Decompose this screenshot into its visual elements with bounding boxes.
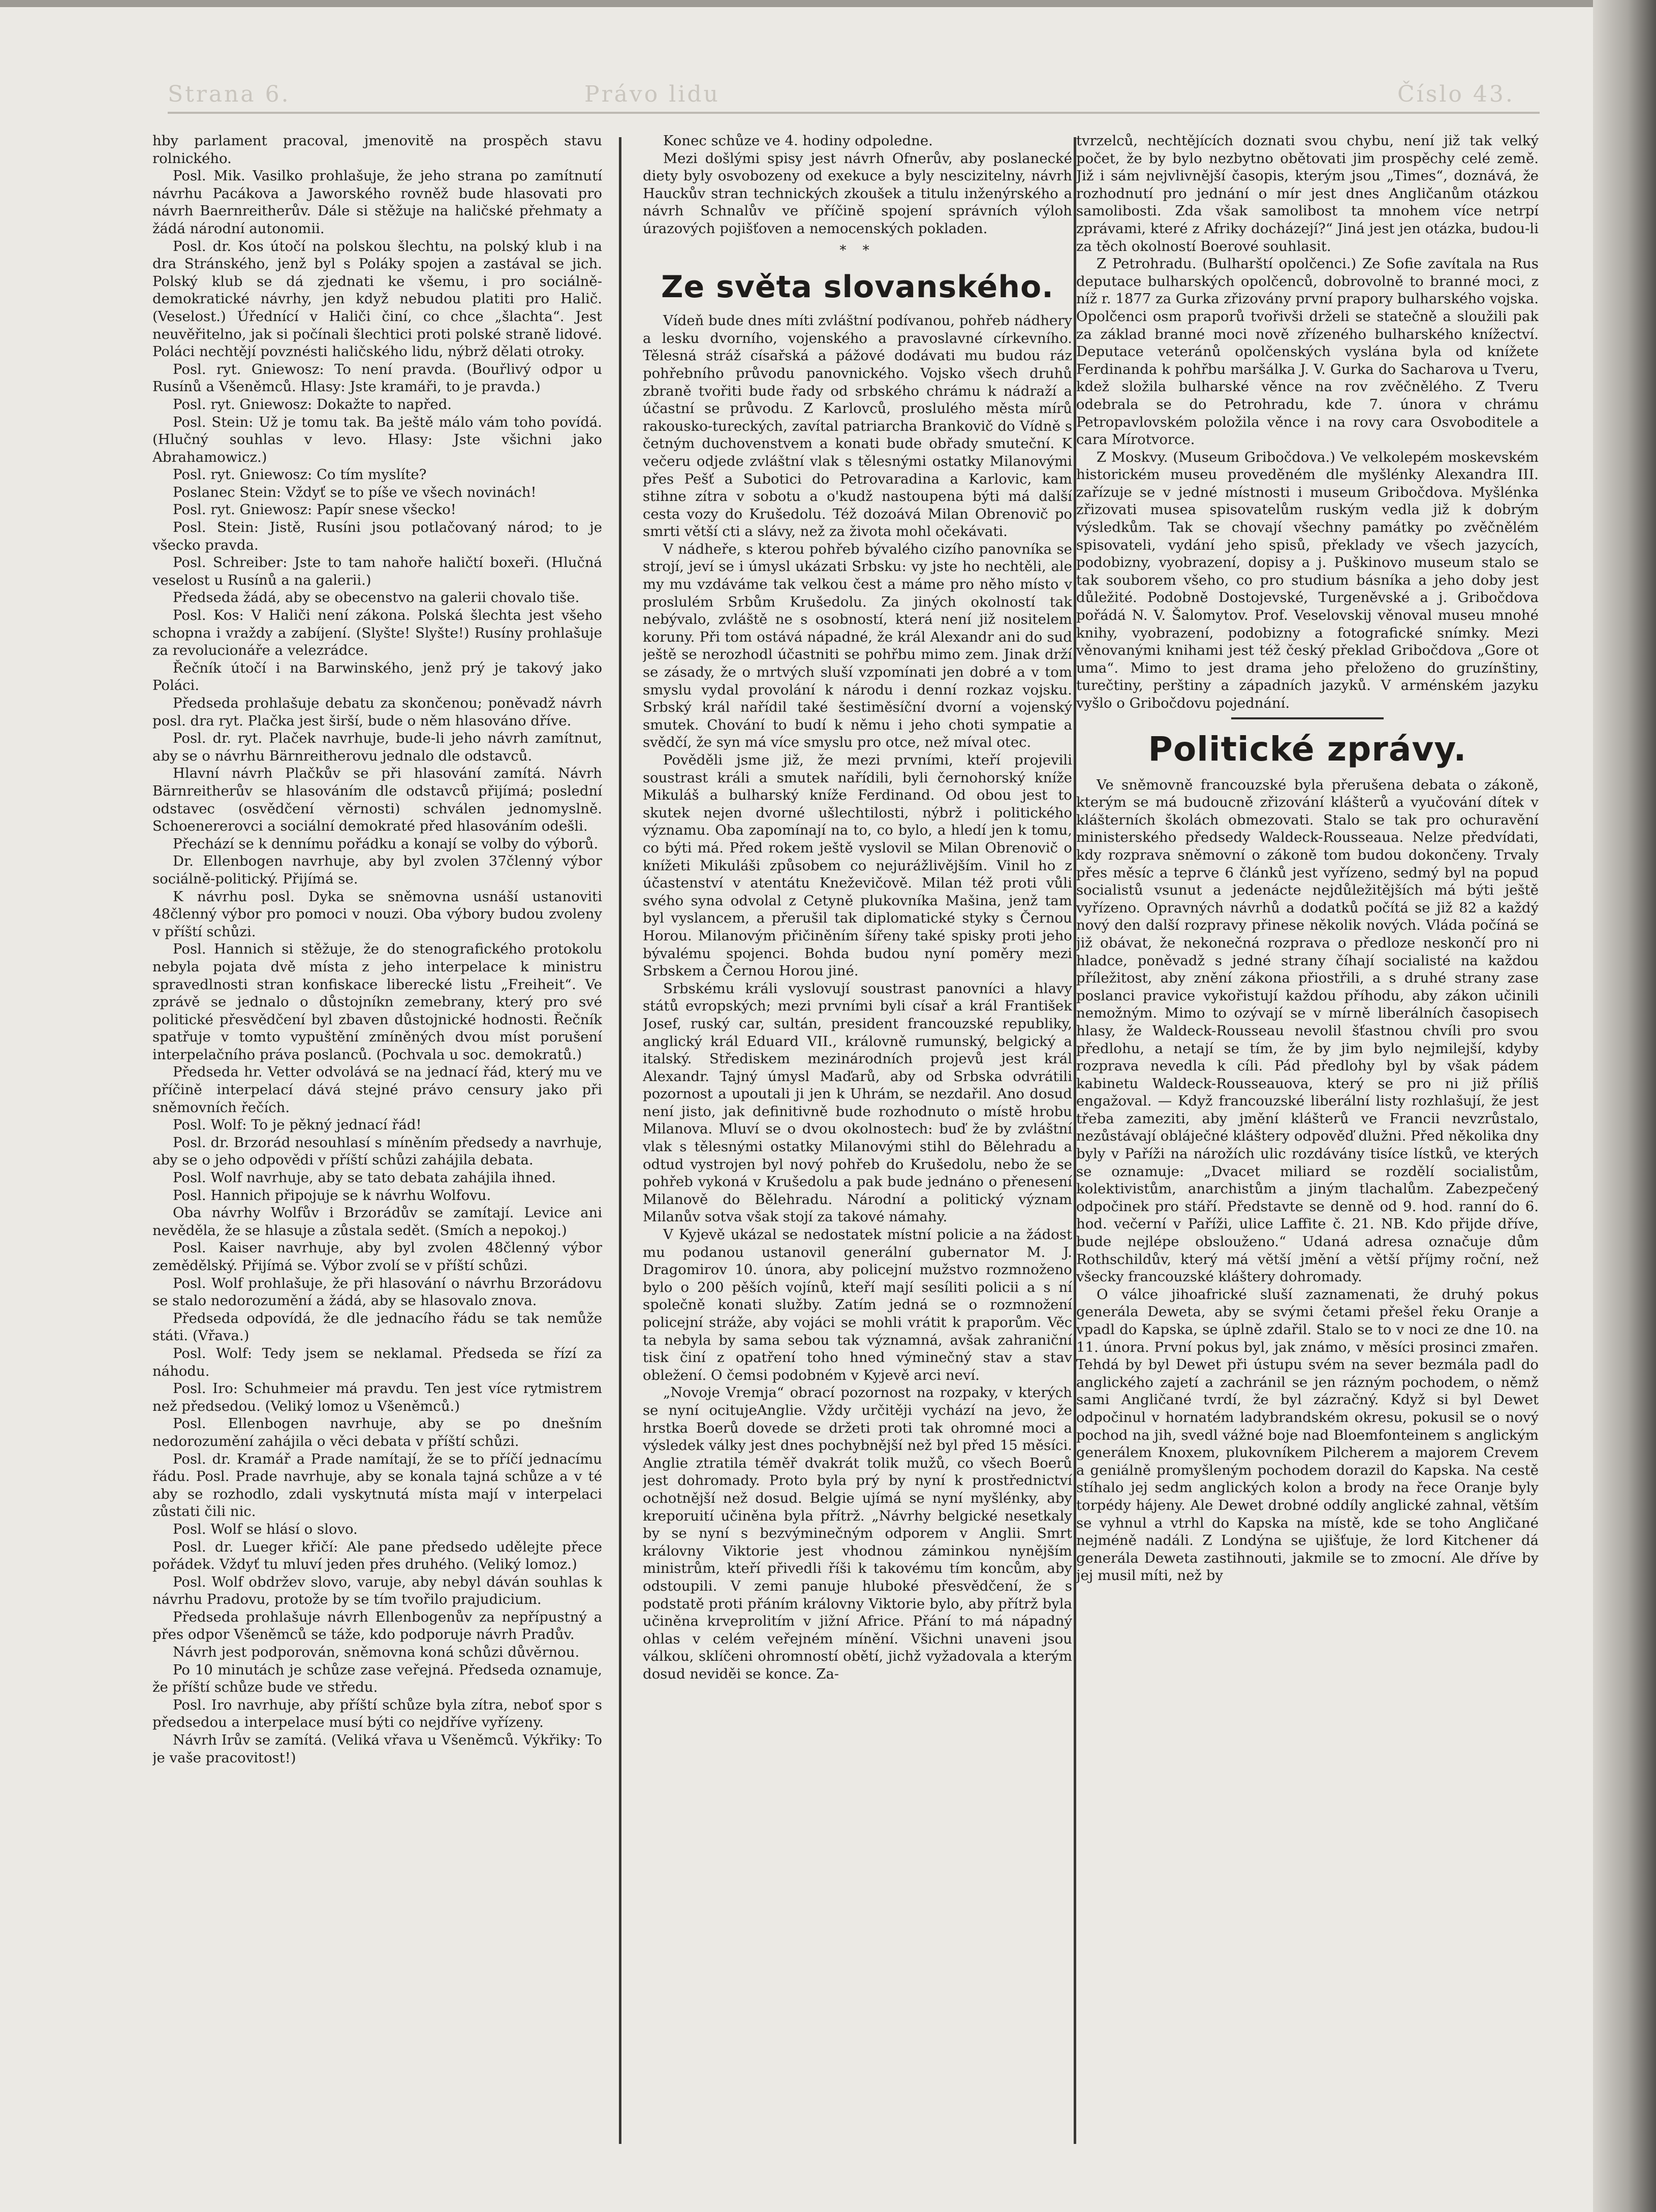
parliament-report-paragraph: Posl. Wolf obdržev slovo, varuje, aby nebyl dáván souhlas k návrhu Pradovu, protože by se tím tvořilo prajudicium. <box>152 1573 602 1608</box>
parliament-report-paragraph: Posl. Stein: Jistě, Rusíni jsou potlačovaný národ; to je všecko pravda. <box>152 519 602 553</box>
parliament-report-paragraph: Posl. Wolf: Tedy jsem se neklamal. Předseda se řízí za náhodu. <box>152 1345 602 1379</box>
parliament-report-paragraph: Posl. Schreiber: Jste to tam nahoře haličtí boxeři. (Hlučná veselost u Rusínů a na galerii.) <box>152 554 602 588</box>
parliament-report-paragraph: Oba návrhy Wolfův i Brzorádův se zamítají. Levice ani nevěděla, že se hlasuje a zůstala sedět. (Smích a nepokoj.) <box>152 1205 602 1239</box>
parliament-report-paragraph: Předseda hr. Vetter odvolává se na jednací řád, který mu ve příčině interpelací dává stejné právo censury jako při sněmovních řečích. <box>152 1064 602 1116</box>
slavic-world-paragraph: V nádheře, s kterou pohřeb bývalého cizího panovníka se strojí, jeví se i úmysl ukázati Srbsku: vy jste ho nechtěli, ale my mu vzdáváme tak velkou čest a máme pro něho místo v proslulém Srbům Krušedolu. Za jiných okolností tak nebývalo, zvláště ne s osobností, která není již nositelem koruny. Při tom ostává nápadné, že král Alexandr ani do sud ještě se nerozhodl účastniti se pohřbu mimo zem. Jinak drží se zásady, že o mrtvých sluší vzpomínati jen dobré a v tom smyslu vydal provolání k národu i denní rozkaz vojsku. Srbský král nařídil také šestiměsíční dvorní a vojenský smutek. Chování to budí k němu i jeho choti sympatie a svědčí, že syn má více smyslu pro otce, než míval otec. <box>643 541 1072 751</box>
parliament-report-paragraph: Posl. dr. ryt. Plaček navrhuje, bude-li jeho návrh zamítnut, aby se o návrhu Bärnreitherovu jednalo dle odstavců. <box>152 730 602 764</box>
parliament-report-paragraph: Posl. ryt. Gniewosz: To není pravda. (Bouřlivý odpor u Rusínů a Všeněmců. Hlasy: Jste kramáři, to je pravda.) <box>152 361 602 395</box>
parliament-report-paragraph: hby parlament pracoval, jmenovitě na prospěch stavu rolnického. <box>152 133 602 167</box>
parliament-report-paragraph: Posl. dr. Brzorád nesouhlasí s míněním předsedy a navrhuje, aby se o jeho odpovědi v příští schůzi zahájila debata. <box>152 1134 602 1168</box>
parliament-report-paragraph: Posl. Iro navrhuje, aby příští schůze byla zítra, neboť spor s předsedou a interpelace musí býti co nejdříve vyřízeny. <box>152 1696 602 1731</box>
parliament-report-paragraph: Posl. Hannich si stěžuje, že do stenografického protokolu nebyla pojata dvě místa z jeho interpelace k ministru spravedlnosti stran konfiskace liberecké listu „Freiheit“. Ve zprávě se jednalo o důstojníkn zemebrany, který pro své politické přesvědčení byl zbaven důstojnické hodnosti. Řečník spatřuje v tomto vypuštění zmíněných dvou míst porušení interpelačního práva poslanců. (Pochvala u soc. demokratů.) <box>152 941 602 1063</box>
parliament-report-paragraph: Dr. Ellenbogen navrhuje, aby byl zvolen 37členný výbor sociálně-politický. Přijímá se. <box>152 853 602 887</box>
parliament-report-paragraph: Návrh jest podporován, sněmovna koná schůzi důvěrnou. <box>173 1644 580 1661</box>
parliament-report-paragraph: Předseda žádá, aby se obecenstvo na galerii chovalo tiše. <box>173 589 580 606</box>
section-slavic-world-body <box>643 312 1072 1683</box>
parliament-closing-paragraph: Konec schůze ve 4. hodiny odpoledne. <box>663 133 933 149</box>
parliament-report-paragraph: Řečník útočí i na Barwinského, jenž prý je takový jako Poláci. <box>152 659 602 694</box>
parliament-report-paragraph: Posl. Wolf navrhuje, aby se tato debata zahájila ihned. <box>173 1170 556 1186</box>
parliament-report-paragraph: Posl. Kaiser navrhuje, aby byl zvolen 48členný výbor zemědělský. Přijímá se. Výbor zvolí se v příští schůzi. <box>152 1240 602 1274</box>
parliament-report-paragraph: Posl. Iro: Schuhmeier má pravdu. Ten jest více rytmistrem než předsedou. (Veliký lomoz u Všeněmců.) <box>152 1380 602 1414</box>
parliament-report-paragraph: Předseda prohlašuje debatu za skončenou; poněvadž návrh posl. dra ryt. Plačka jest širší, bude o něm hlasováno dříve. <box>152 695 602 729</box>
parliament-report-paragraph: K návrhu posl. Dyka se sněmovna usnáší ustanoviti 48členný výbor pro pomoci v nouzi. Oba výbory budou zvoleny v příští schůzi. <box>152 888 602 940</box>
political-news-paragraph: O válce jihoafrické sluší zaznamenati, že druhý pokus generála Deweta, aby se svými četami přešel řeku Oranje a vpadl do Kapska, se úplně zdařil. Stalo se to v noci ze dne 10. na 11. února. První pokus byl, jak známo, v měsíci prosinci zmařen. Tehdá by byl Dewet při ústupu svém na sever bezmála padl do anglického zajetí a zachránil se jen rázným pochodem, o němž sami Angličané tvrdí, že byl zázračný. Když si byl Dewet odpočinul v hornatém ladybrandském okresu, pokusil se o nový pochod na jih, svedl vážné boje nad Bloemfonteinem s anglickým generálem Knoxem, plukovníkem Pilcherem a majorem Crevem a geniálně promyšleným pochodem dorazil do Kapska. Na cestě stíhalo jej sedm anglických kolon a brody na řece Oranje byly torpédy hájeny. Ale Dewet drobné oddíly anglické zahnal, větším se vyhnul a vtrhl do Kapska na místě, kde se toho Angličané nejméně nadáli. Z Londýna se ujišťuje, že lord Kitchener dá generála Deweta zastihnouti, jakmile se to zmocní. Ale dříve by jej musil míti, než by <box>1076 1286 1539 1584</box>
ghost-page-number: Strana 6. <box>168 81 291 107</box>
separator-asterisks: * * <box>839 242 876 258</box>
column-2 <box>643 132 1072 2154</box>
slavic-world-paragraph: tvrzelců, nechtějících doznati svou chybu, není již tak velký počet, že by bylo nezbytno obětovati jim prospěchy celé země. Již i sám nejvlivnější časopis, kterým jsou „Times“, doznává, že rozhodnutí pro jednání o mír jest dnes Angličanům otázkou samolibosti. Zda však samolibost ta mnohem více netrpí zprávami, které z Afriky docházejí?“ Jiná jest jen otázka, budou-li za těch okolností Boerové souhlasit. <box>1076 133 1539 255</box>
parliament-closing-paragraph: Mezi došlými spisy jest návrh Ofnerův, aby poslanecké diety byly osvobozeny od exekuce a byly nescizitelny, návrh Hauckův stran technických zkoušek a titulu inženýrského a návrh Schnalův ve příčině spojení správních výloh úrazových pojišťoven a nemocenských pokladen. <box>643 150 1072 237</box>
section-title-slavic-world: Ze světa slovanského. <box>661 269 1054 305</box>
parliament-report-paragraph: Posl. ryt. Gniewosz: Dokažte to napřed. <box>173 396 452 413</box>
parliament-report-paragraph: Předseda prohlašuje návrh Ellenbogenův za nepřípustný a přes odpor Všeněmců se táže, kdo podporuje návrh Pradův. <box>152 1608 602 1643</box>
parliament-report-paragraph: Posl. Kos: V Haliči není zákona. Polská šlechta jest všeho schopna i vraždy a zabíjení. (Slyšte! Slyšte!) Rusíny prohlašuje za revolucionáře a velezrádce. <box>152 607 602 659</box>
parliament-report-paragraph: Návrh Irův se zamítá. (Veliká vřava u Všeněmců. Výkřiky: To je vaše pracovitost!) <box>152 1732 602 1766</box>
slavic-world-paragraph: Z Moskvy. (Museum Gribočdova.) Ve velkolepém moskevském historickém museu proveděném dle myšlénky Alexandra III. zařízuje se v jedné místnosti i museum Gribočdova. Myšlénka zřizovati musea spisovatelům ruským vedla již k dobrým výsledkům. Tak se chovají všechny památky po zvěčnělém spisovateli, vydání jeho spisů, překlady ve všech jazycích, podobizny, vyobrazení, dopisy a j. Puškinovo museum stalo se tak souborem všeho, co pro studium básníka a jeho doby jest důležité. Podobně Dostojevské, Turgeněvské a j. Gribočdova pořádá N. V. Šalomytov. Prof. Veselovskij věnoval museu mnohé knihy, vyobrazení, podobizny a fotografické snímky. Mezi věnovanými knihami jest též český překlad Gribočdova „Gore ot uma“. Mimo to jest drama jeho přeloženo do gruzínštiny, turečtiny, perštiny a západních jazyků. V arménském jazyku vyšlo o Gribočdovu pojednání. <box>1076 449 1539 711</box>
column-rule-1 <box>619 137 621 2144</box>
parliament-report-paragraph: Předseda odpovídá, že dle jednacího řádu se tak nemůže státi. (Vřava.) <box>152 1310 602 1344</box>
parliament-report-paragraph: Posl. Wolf se hlásí o slovo. <box>173 1521 358 1537</box>
slavic-world-paragraph: Srbskému králi vyslovují soustrast panovníci a hlavy států evropských; mezi prvními byli císař a král František Josef, ruský car, sultán, president francouzské republiky, anglický král Eduard VII., královně rumunský, belgický a italský. Střediskem mezinárodních projevů jest král Alexandr. Tajný úmysl Maďarů, aby od Srbska odvrátili pozornost a upoutali ji jen k Uhrám, se nezdařil. Ano dosud není jisto, jak definitivně bude rozhodnuto o místě hrobu Milanova. Mluví se o dvou okolnostech: buď že by zvláštní vlak s tělesnými ostatky Milanovými stihl do Bělehradu a odtud vystrojen byl nový pohřeb do Krušedolu, nebo že se pohřeb vykoná v Krušedolu a pak bude jednáno o přenesení Milanově do Bělehradu. Národní a politický význam Milanův sotva však stojí za takové námahy. <box>643 980 1072 1225</box>
section-title-political-news: Politické zprávy. <box>1148 729 1467 769</box>
parliament-report-paragraph: Posl. dr. Kramář a Prade namítají, že se to příčí jednacímu řádu. Posl. Prade navrhuje, aby se konala tajná schůze a v té aby se rozhodlo, zdali vyskytnutá místa mají v interpelaci zůstati čili nic. <box>152 1450 602 1520</box>
parliament-closing-notes <box>643 132 1072 238</box>
column-3 <box>1076 132 1539 2154</box>
parliament-report-paragraph: Posl. Hannich připojuje se k návrhu Wolfovu. <box>173 1187 491 1204</box>
slavic-world-paragraph: Vídeň bude dnes míti zvláštní podívanou, pohřeb nádhery a lesku dvorního, vojenského a pravoslavné církevního. Tělesná stráž císařská a pážové dodávati mu budou ráz pohřebního průvodu panovnického. Vojsko všech druhů zbraně tvořiti bude řady od srbského chrámu k nádraží a účastní se průvodu. Z Karlovců, proslulého města mírů rakousko-tureckých, zavítal patriarcha Brankovič do Vídně s četným duchovenstvem a konati bude obřady smuteční. K večeru odjede zvláštní vlak s tělesnými ostatky Milanovými přes Pešť a Subotici do Petrovaradina a Karlovic, kam stihne zítra v sobotu a o'kudž nastoupena býti má další cesta vozy do Krušedolu. Též dozoává Milan Obrenovič po smrti větší cti a slávy, než za života mohl očekávati. <box>643 312 1072 540</box>
ghost-issue-number: Číslo 43. <box>1397 81 1515 107</box>
parliament-report-paragraph: Hlavní návrh Plačkův se při hlasování zamítá. Návrh Bärnreitherův se hlasováním dle odstavců přijímá; poslední odstavec (osvědčení věrnosti) schválen jednomyslně. Schoenererovci a sociální demokraté před hlasováním odešli. <box>152 765 602 835</box>
parliament-report-paragraph: Posl. Wolf prohlašuje, že při hlasování o návrhu Brzorádovu se stalo nedorozumění a žádá, aby se hlasovalo znova. <box>152 1275 602 1309</box>
slavic-world-paragraph: V Kyjevě ukázal se nedostatek místní policie a na žádost mu podanou ustanovil generální gubernator M. J. Dragomirov 10. února, aby policejní mužstvo rozmnoženo bylo o 200 pěších vojínů, kteří mají sesíliti policii a s ní společně konati služby. Zatím jedná se o rozmnožení policejní stráže, aby vojáci se mohli vrátit k praporům. Věc ta nebyla by sama sebou tak významná, avšak zahraniční tisk činí z opatření toho hned výminečný stav a stav obležení. O čemsi podobném v Kyjevě arci neví. <box>643 1226 1072 1383</box>
parliament-report-paragraph: Přechází se k dennímu pořádku a konají se volby do výborů. <box>173 835 599 852</box>
parliament-report-paragraph: Posl. ryt. Gniewosz: Co tím myslíte? <box>173 466 427 483</box>
column-1 <box>152 132 602 2154</box>
parliament-report-paragraph: Posl. ryt. Gniewosz: Papír snese všecko! <box>173 501 456 518</box>
slavic-world-paragraph: „Novoje Vremja“ obrací pozornost na rozpaky, v kterých se nyní ocitujeAnglie. Vždy určitěji vychází na jevo, že hrstka Boerů dovede se držeti proti tak ohromné moci a výsledek války jest dnes pochybnější než byl před 15 měsíci. Anglie ztratila téměř dvakrát tolik mužů, co všech Boerů jest dohromady. Proto byla prý by nyní k prostřednictví ochotnější než dosud. Belgie ujímá se nyní myšlénky, aby kreporuití učiněna byla přítrž. „Návrhy belgické nesetkaly by se nyní s bezvýminečným odporem v Anglii. Smrt královny Viktorie jest vhodnou záminkou nynějším ministrům, kteří přivedli říši k takovému tím koncům, aby odstoupili. V zemi panuje hluboké přesvědčení, že s podstatě proti přáním královny Viktorie bylo, aby přítrž byla učiněna krveprolitím v jižní Africe. Přání to má nápadný ohlas v celém veřejném mínění. Všichni unaveni jsou válkou, sklíčeni ohromností obětí, jichž vyžadovala a kterým dosud neviděi se konce. Za- <box>643 1384 1072 1682</box>
faded-running-head <box>168 71 1540 114</box>
section-political-news-body <box>1076 776 1539 1585</box>
section-divider <box>1231 717 1384 719</box>
parliament-report-paragraph: Poslanec Stein: Vždyť se to píše ve všech novinách! <box>173 484 537 500</box>
parliament-report-paragraph: Po 10 minutách je schůze zase veřejná. Předseda oznamuje, že příští schůze bude ve středu. <box>152 1661 602 1696</box>
parliament-report-paragraph: Posl. dr. Lueger křičí: Ale pane předsedo udělejte přece pořádek. Vždyť tu mluví jeden přes druhého. (Veliký lomoz.) <box>152 1538 602 1573</box>
slavic-world-paragraph: Z Petrohradu. (Bulharští opolčenci.) Ze Sofie zavítala na Rus deputace bulharských opolčenců, dobrovolně to branné moci, z níž r. 1877 za Gurka zřizovány první prapory bulharského vojska. Opolčenci osm praporů tvořivši drželi se statečně a sloužili pak za základ branné moci nově zřízeného bulharského knížectví. Deputace veteránů opolčenských vyslána byla od knížete Ferdinanda k pohřbu maršálka J. V. Gurka do Sacharova u Tveru, kdež složila bulharské věnce na rov zvěčnělého. Z Tveru odebrala se do Petrohradu, kde 7. února v chrámu Petropavlovském položila věnce i na rovy cara Osvoboditele a cara Mírotvorce. <box>1076 256 1539 448</box>
parliament-report-paragraph: Posl. Stein: Už je tomu tak. Ba ještě málo vám toho povídá. (Hlučný souhlas v levo. Hlasy: Jste všichni jako Abrahamowicz.) <box>152 414 602 465</box>
ghost-page-title: Právo lidu <box>584 81 720 107</box>
top-page-edge <box>0 0 1656 7</box>
slavic-world-continuation <box>1076 132 1539 712</box>
parliament-report-paragraph: Posl. Ellenbogen navrhuje, aby se po dnešním nedorozumění zahájila o věci debata v příští schůzi. <box>152 1415 602 1449</box>
parliament-report-paragraph: Posl. Wolf: To je pěkný jednací řád! <box>173 1117 422 1133</box>
right-page-edge <box>1593 0 1656 2212</box>
slavic-world-paragraph: Pověděli jsme již, že mezi prvními, kteří projevili soustrast králi a smutek nařídili, byli černohorský kníže Mikuláš a bulharský kníže Ferdinand. Od obou jest to skutek nejen dvorné ušlechtilosti, nýbrž i politického významu. Oba zapomínají na to, co bylo, a hledí jen k tomu, co býti má. Před rokem ještě vyslovil se Milan Obrenovič o knížeti Mikuláši způsobem co nejurážlivějším. Vinil ho z účastenství v atentátu Kneževičově. Milan též proti vůli svého syna odvolal z Cetyně plukovníka Mašina, jenž tam byl vyslancem, a přerušil tak diplomatické styky s Černou Horou. Milanovým přičiněním šířeny také spisky proti jeho bývalému spojenci. Bohda budou nyní poměry mezi Srbskem a Černou Horou jiné. <box>643 752 1072 979</box>
parliament-report-paragraph: Posl. dr. Kos útočí na polskou šlechtu, na polský klub i na dra Stránského, jenž byl s Poláky spojen a zastával se jich. Polský klub se dá zjednati ke všemu, i pro sociálně-demokratické návrhy, jen když nebudou platiti pro Halič. (Veselost.) Úřednící v Haliči činí, co chce „šlachta“. Jest neuvěřitelno, jak si počínali šlechtici proti polské straně lidové. Poláci nechtějí povznésti haličského lidu, nýbrž dělati otroky. <box>152 238 602 360</box>
political-news-paragraph: Ve sněmovně francouzské byla přerušena debata o zákoně, kterým se má budoucně zřizování klášterů a vyučování dítek v klášterních školách obmezovati. Stalo se tak pro ochuravění ministerského předsedy Waldeck-Rousseaua. Nelze předvídati, kdy rozprava sněmovní o zákoně tom budou dokončeny. Trvaly přes měsíc a teprve 6 článků jest vyřízeno, sedmý byl na popud socialistů vsunut a jedenácte nejdůležitějších má býti ještě vyřízeno. Opravných návrhů a dodatků počítá se již 82 a každý nový den další rozpravy přinese několik nových. Vláda počíná se již obávat, že nekonečná rozprava o předloze neskončí pro ni hladce, poněvadž s jedné strany číhají socialisté na každou příležitost, aby znění zákona přiostřili, a s druhé strany zase poslanci pravice vykořistují každou příhodu, aby zákon učinili nemožným. Mimo to ozývají se v mírně liberálních časopisech hlasy, že Waldeck-Rousseau nevolil šťastnou chvíli pro svou předlohu, a netají se tím, že by jim bylo nejmilejší, kdyby rozprava nevedla k cíli. Pád předlohy byl by však pádem kabinetu Waldeck-Rousseauova, který se pro ni již příliš engažoval. — Když francouzské liberální listy rozhlašují, že jest třeba zameziti, aby jmění klášterů ve Francii nevzrůstalo, nezůstávají obláječné kláštery odpověď dlužni. Před několika dny byly v Paříži na nárožích ulic rozdávány tisíce lístků, ve kterých se oznamuje: „Dvacet miliard se rozdělí socialistům, kolektivistům, anarchistům a jiným tlachalům. Zabezpečený odpočinek pro stáří. Představte se denně od 9. hod. ranní do 6. hod. večerní v Paříži, ulice Laffite č. 21. NB. Kdo přijde dříve, bude nejlépe obslouženo.“ Udaná adresa označuje dům Rothschildův, který má větší jmění a větší příjmy roční, než všecky francouzské kláštery dohromady. <box>1076 776 1539 1285</box>
parliament-report-paragraph: Posl. Mik. Vasilko prohlašuje, že jeho strana po zamítnutí návrhu Pacákova a Jaworského rovněž bude hlasovati pro návrh Baernreitherův. Dále si stěžuje na haličské přehmaty a žádá národní autonomii. <box>152 168 602 237</box>
